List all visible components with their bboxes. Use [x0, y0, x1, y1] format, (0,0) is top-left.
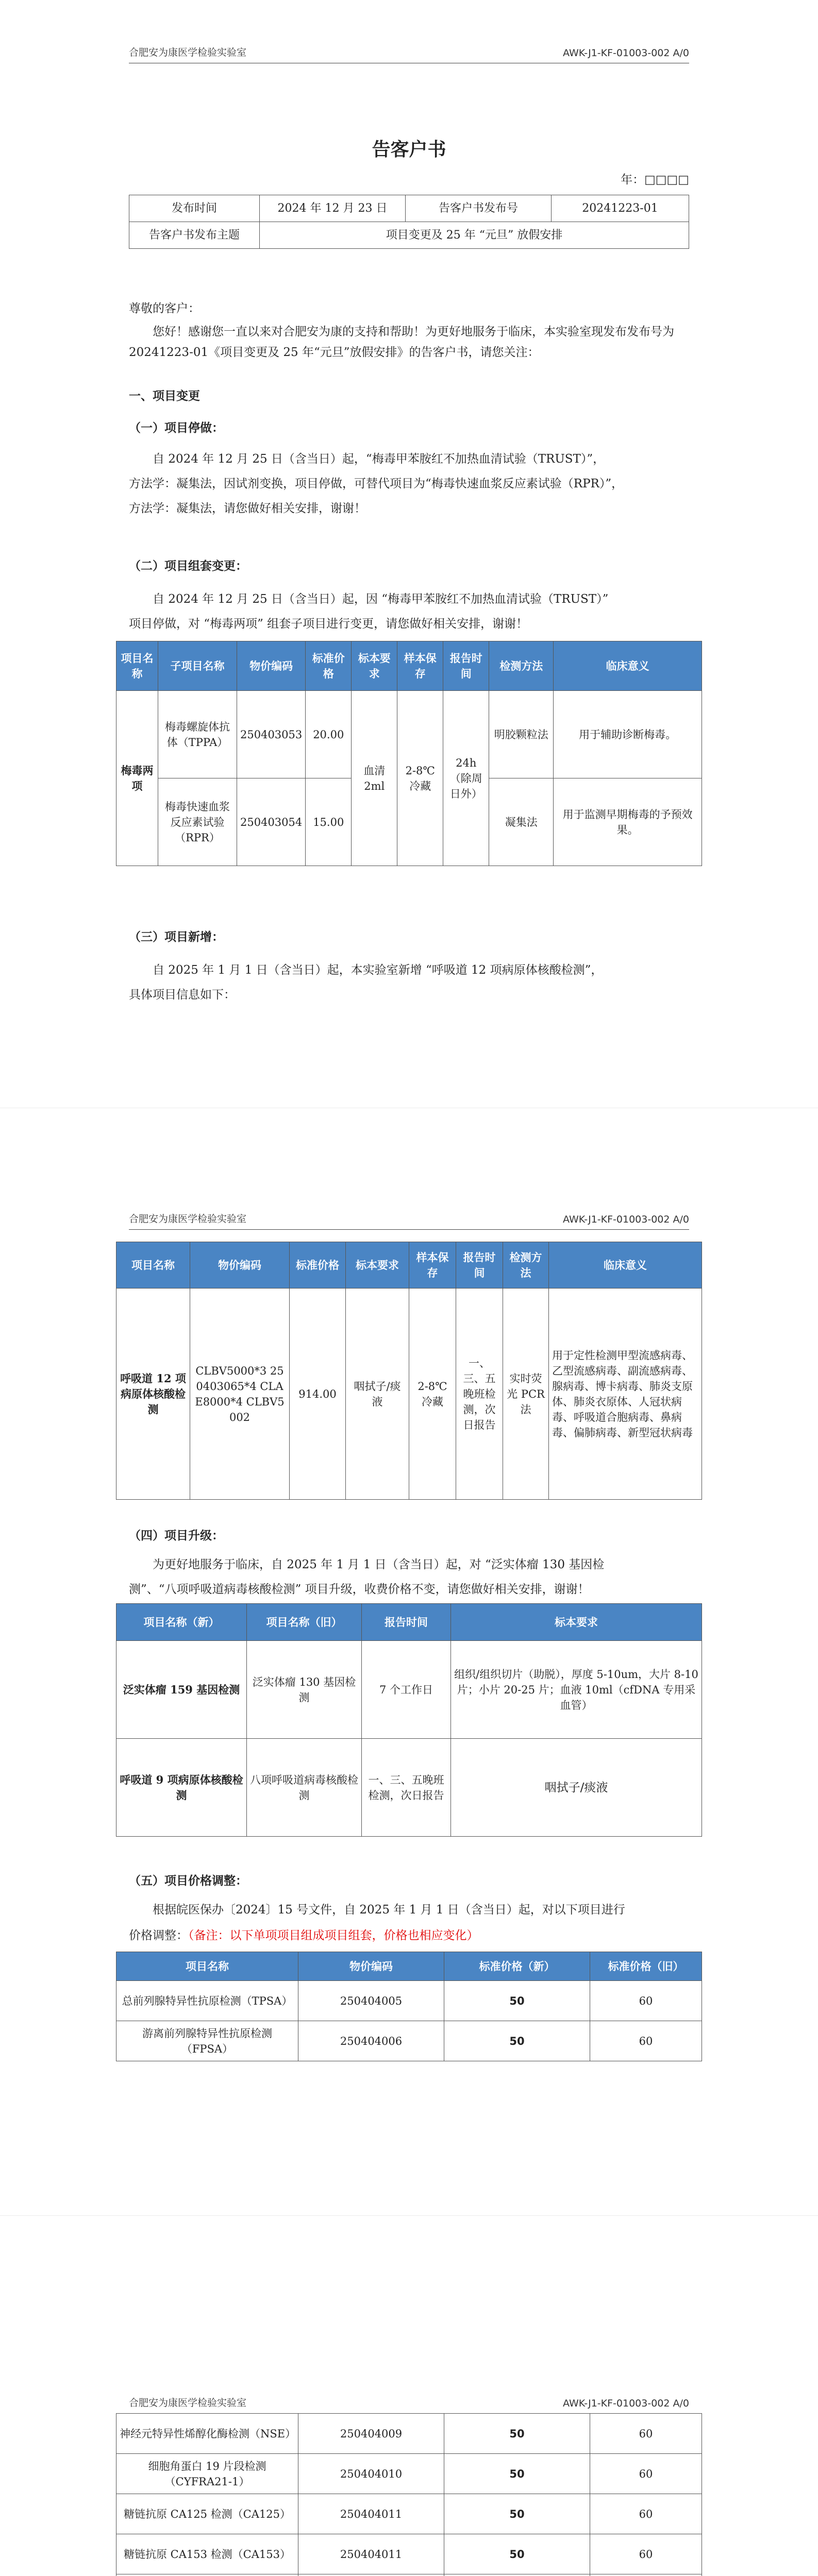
table-row — [116, 2414, 702, 2454]
cell: 60 — [590, 2494, 702, 2534]
price-table-body — [116, 2414, 702, 2576]
s1-1-line: 方法学：凝集法，因试剂变换，项目停做，可替代项目为“梅毒快速血浆反应素试验（RPR）”， — [129, 477, 624, 490]
cell: 八项呼吸道病毒核酸检测 — [247, 1739, 362, 1837]
cell: 250403053 — [237, 691, 306, 778]
cell: 一、三、五晚班检测，次日报告 — [362, 1739, 451, 1837]
cell: 组织/组织切片（助脱），厚度 5-10um，大片 8-10 片；小片 20-25 片；血液 10ml（cfDNA 专用采血管） — [451, 1641, 702, 1739]
col-header: 项目名称 — [116, 1952, 298, 1981]
col-header: 标准价格（旧） — [590, 1952, 702, 1981]
section-1-4-title: （四）项目升级： — [129, 1529, 224, 1543]
price-table-continued — [116, 2413, 702, 2576]
cell: 2-8℃ 冷藏 — [409, 1289, 456, 1500]
table-header-row — [116, 1952, 702, 1981]
info-cell: 2024 年 12 月 23 日 — [260, 195, 406, 222]
cell: 250404006 — [298, 2021, 444, 2061]
section-1-title: 一、项目变更 — [129, 389, 200, 403]
table-row — [116, 1641, 702, 1739]
cell: 明胶颗粒法 — [489, 691, 554, 778]
cell: 梅毒快速血浆反应素试验（RPR） — [158, 778, 237, 866]
table-row — [116, 1739, 702, 1837]
cell: 神经元特异性烯醇化酶检测（NSE） — [116, 2414, 298, 2454]
cell: 泛实体瘤 159 基因检测 — [116, 1641, 247, 1739]
cell: 250404005 — [298, 1981, 444, 2021]
s1-5-line-2 — [129, 1926, 479, 1945]
col-header: 检测方法 — [503, 1242, 549, 1289]
page-header — [129, 1211, 689, 1230]
col-header: 检测方法 — [489, 641, 554, 691]
header-org: 合肥安为康医学检验实验室 — [129, 47, 247, 58]
col-header: 标准价格 — [306, 641, 352, 691]
col-header: 报告时间 — [443, 641, 489, 691]
s1-4-line: 测”、“八项呼吸道病毒核酸检测” 项目升级，收费价格不变，请您做好相关安排，谢谢！ — [129, 1583, 590, 1596]
col-header: 标本要求 — [352, 641, 397, 691]
header-org: 合肥安为康医学检验实验室 — [129, 1213, 247, 1225]
cell: 用于监测早期梅毒的予预效果。 — [554, 778, 702, 866]
respiratory-table — [116, 1242, 702, 1500]
cell — [590, 2574, 702, 2576]
page-separator — [0, 2215, 818, 2216]
cell: 60 — [590, 2454, 702, 2494]
s1-2-line: 项目停做，对 “梅毒两项” 组套子项目进行变更，请您做好相关安排，谢谢！ — [129, 617, 528, 631]
greeting: 尊敬的客户： — [129, 302, 200, 315]
table-row — [116, 1981, 702, 2021]
info-row — [129, 222, 689, 249]
s1-5-line: 根据皖医保办〔2024〕15 号文件，自 2025 年 1 月 1 日（含当日）起，对以下项目进行 — [153, 1903, 625, 1917]
info-cell: 发布时间 — [129, 195, 260, 222]
s1-1-line: 方法学：凝集法，请您做好相关安排，谢谢！ — [129, 502, 366, 515]
cell: CLBV5000*3 250403065*4 CLAE8000*4 CLBV5002 — [190, 1289, 290, 1500]
cell — [116, 2574, 298, 2576]
cell: 50 — [444, 2494, 590, 2534]
col-header: 项目名称 — [116, 1242, 190, 1289]
page-header — [129, 44, 689, 63]
table-row — [116, 2534, 702, 2574]
cell: 一、三、五晚班检测，次日报告 — [456, 1289, 503, 1500]
cell: 用于辅助诊断梅毒。 — [554, 691, 702, 778]
upgrade-table — [116, 1603, 702, 1837]
col-header: 项目名称（旧） — [247, 1604, 362, 1641]
cell: 血清 2ml — [352, 691, 397, 866]
col-header: 子项目名称 — [158, 641, 237, 691]
cell: 15.00 — [306, 778, 352, 866]
s1-1-line: 自 2024 年 12 月 25 日（含当日）起，“梅毒甲苯胺红不加热血清试验（TRUST）”， — [153, 452, 605, 466]
col-header: 临床意义 — [554, 641, 702, 691]
syphilis-table — [116, 641, 702, 866]
cell: 7 个工作日 — [362, 1641, 451, 1739]
cell: 总前列腺特异性抗原检测（TPSA） — [116, 1981, 298, 2021]
cell: 游离前列腺特异性抗原检测（FPSA） — [116, 2021, 298, 2061]
cell: 细胞角蛋白 19 片段检测（CYFRA21-1） — [116, 2454, 298, 2494]
cell: 咽拭子/痰液 — [346, 1289, 409, 1500]
doc-title: 告客户书 — [372, 139, 446, 160]
table-header-row — [116, 1242, 702, 1289]
s1-3-line: 自 2025 年 1 月 1 日（含当日）起，本实验室新增 “呼吸道 12 项病原体核酸检测”， — [153, 963, 603, 977]
cell: 60 — [590, 2021, 702, 2061]
page-1 — [0, 0, 818, 1108]
cell: 50 — [444, 2414, 590, 2454]
info-cell: 项目变更及 25 年 “元旦” 放假安排 — [260, 222, 689, 249]
col-header: 物价编码 — [298, 1952, 444, 1981]
cell: 梅毒螺旋体抗体（TPPA） — [158, 691, 237, 778]
table-header-row — [116, 1604, 702, 1641]
cell: 50 — [444, 1981, 590, 2021]
cell: 250403054 — [237, 778, 306, 866]
cell: 250404011 — [298, 2534, 444, 2574]
cell: 用于定性检测甲型流感病毒、乙型流感病毒、副流感病毒、腺病毒、博卡病毒、肺炎支原体、肺炎衣原体、人冠状病毒、呼吸道合胞病毒、鼻病毒、偏肺病毒、新型冠状病毒 — [549, 1289, 702, 1500]
s1-4-line: 为更好地服务于临床，自 2025 年 1 月 1 日（含当日）起，对 “泛实体瘤 130 基因检 — [153, 1558, 605, 1571]
info-row — [129, 195, 689, 222]
doc-year-label: 年：□□□□ — [621, 173, 689, 187]
cell: 糖链抗原 CA153 检测（CA153） — [116, 2534, 298, 2574]
table-row — [116, 691, 702, 778]
table-row — [116, 1289, 702, 1500]
cell: 20.00 — [306, 691, 352, 778]
cell: 50 — [444, 2021, 590, 2061]
cell: 泛实体瘤 130 基因检测 — [247, 1641, 362, 1739]
section-1-1-title: （一）项目停做： — [129, 421, 224, 435]
cell: 60 — [590, 1981, 702, 2021]
col-header: 标本要求 — [451, 1604, 702, 1641]
cell: 糖链抗原 CA125 检测（CA125） — [116, 2494, 298, 2534]
col-header: 样本保存 — [397, 641, 443, 691]
header-org: 合肥安为康医学检验实验室 — [129, 2397, 247, 2409]
info-cell: 20241223-01 — [552, 195, 689, 222]
cell: 250404009 — [298, 2414, 444, 2454]
page-2 — [0, 1109, 818, 2215]
info-cell: 告客户书发布号 — [406, 195, 552, 222]
table-row — [116, 2574, 702, 2576]
col-header: 物价编码 — [190, 1242, 290, 1289]
col-header: 标准价格 — [290, 1242, 346, 1289]
cell: 咽拭子/痰液 — [451, 1739, 702, 1837]
col-header: 样本保存 — [409, 1242, 456, 1289]
section-1-3-title: （三）项目新增： — [129, 930, 224, 944]
col-header: 物价编码 — [237, 641, 306, 691]
group-name: 梅毒两项 — [116, 691, 158, 866]
table-row — [116, 2454, 702, 2494]
col-header: 项目名称（新） — [116, 1604, 247, 1641]
col-header: 项目名称 — [116, 641, 158, 691]
cell: 呼吸道 9 项病原体核酸检测 — [116, 1739, 247, 1837]
header-doc-code: AWK-J1-KF-01003-002 A/0 — [562, 47, 689, 59]
cell: 60 — [590, 2414, 702, 2454]
page-3 — [0, 2216, 818, 2576]
s1-3-line: 具体项目信息如下： — [129, 988, 236, 1002]
col-header: 报告时间 — [456, 1242, 503, 1289]
price-table — [116, 1952, 702, 2061]
header-doc-code: AWK-J1-KF-01003-002 A/0 — [562, 2398, 689, 2409]
cell: 250404011 — [298, 2494, 444, 2534]
cell — [298, 2574, 444, 2576]
section-1-2-title: （二）项目组套变更： — [129, 559, 247, 573]
col-header: 标准价格（新） — [444, 1952, 590, 1981]
info-cell: 告客户书发布主题 — [129, 222, 260, 249]
cell: 250404010 — [298, 2454, 444, 2494]
col-header: 标本要求 — [346, 1242, 409, 1289]
col-header: 报告时间 — [362, 1604, 451, 1641]
table-header-row — [116, 641, 702, 691]
cell: 实时荧光 PCR 法 — [503, 1289, 549, 1500]
info-table — [129, 195, 689, 249]
s1-2-line: 自 2024 年 12 月 25 日（含当日）起，因 “梅毒甲苯胺红不加热血清试验（TRUST）” — [153, 592, 609, 606]
cell: 凝集法 — [489, 778, 554, 866]
table-row — [116, 2021, 702, 2061]
cell: 24h（除周日外） — [443, 691, 489, 866]
page-header — [129, 2395, 689, 2414]
s1-5-label: 价格调整： — [129, 1929, 188, 1942]
section-1-5-title: （五）项目价格调整： — [129, 1874, 247, 1888]
header-doc-code: AWK-J1-KF-01003-002 A/0 — [562, 1214, 689, 1225]
s1-5-note: （备注：以下单项项目组成项目组套，价格也相应变化） — [188, 1929, 479, 1942]
item-name: 呼吸道 12 项病原体核酸检测 — [116, 1289, 190, 1500]
cell: 60 — [590, 2534, 702, 2574]
col-header: 临床意义 — [549, 1242, 702, 1289]
table-row — [116, 2494, 702, 2534]
cell: 914.00 — [290, 1289, 346, 1500]
cell: 50 — [444, 2534, 590, 2574]
cell: 50 — [444, 2454, 590, 2494]
cell — [444, 2574, 590, 2576]
intro-paragraph: 您好！感谢您一直以来对合肥安为康的支持和帮助！为更好地服务于临床，本实验室现发布发布号为 20241223-01《项目变更及 25 年“元旦”放假安排》的告客户书，请您关注： — [129, 325, 674, 359]
cell: 2-8℃ 冷藏 — [397, 691, 443, 866]
